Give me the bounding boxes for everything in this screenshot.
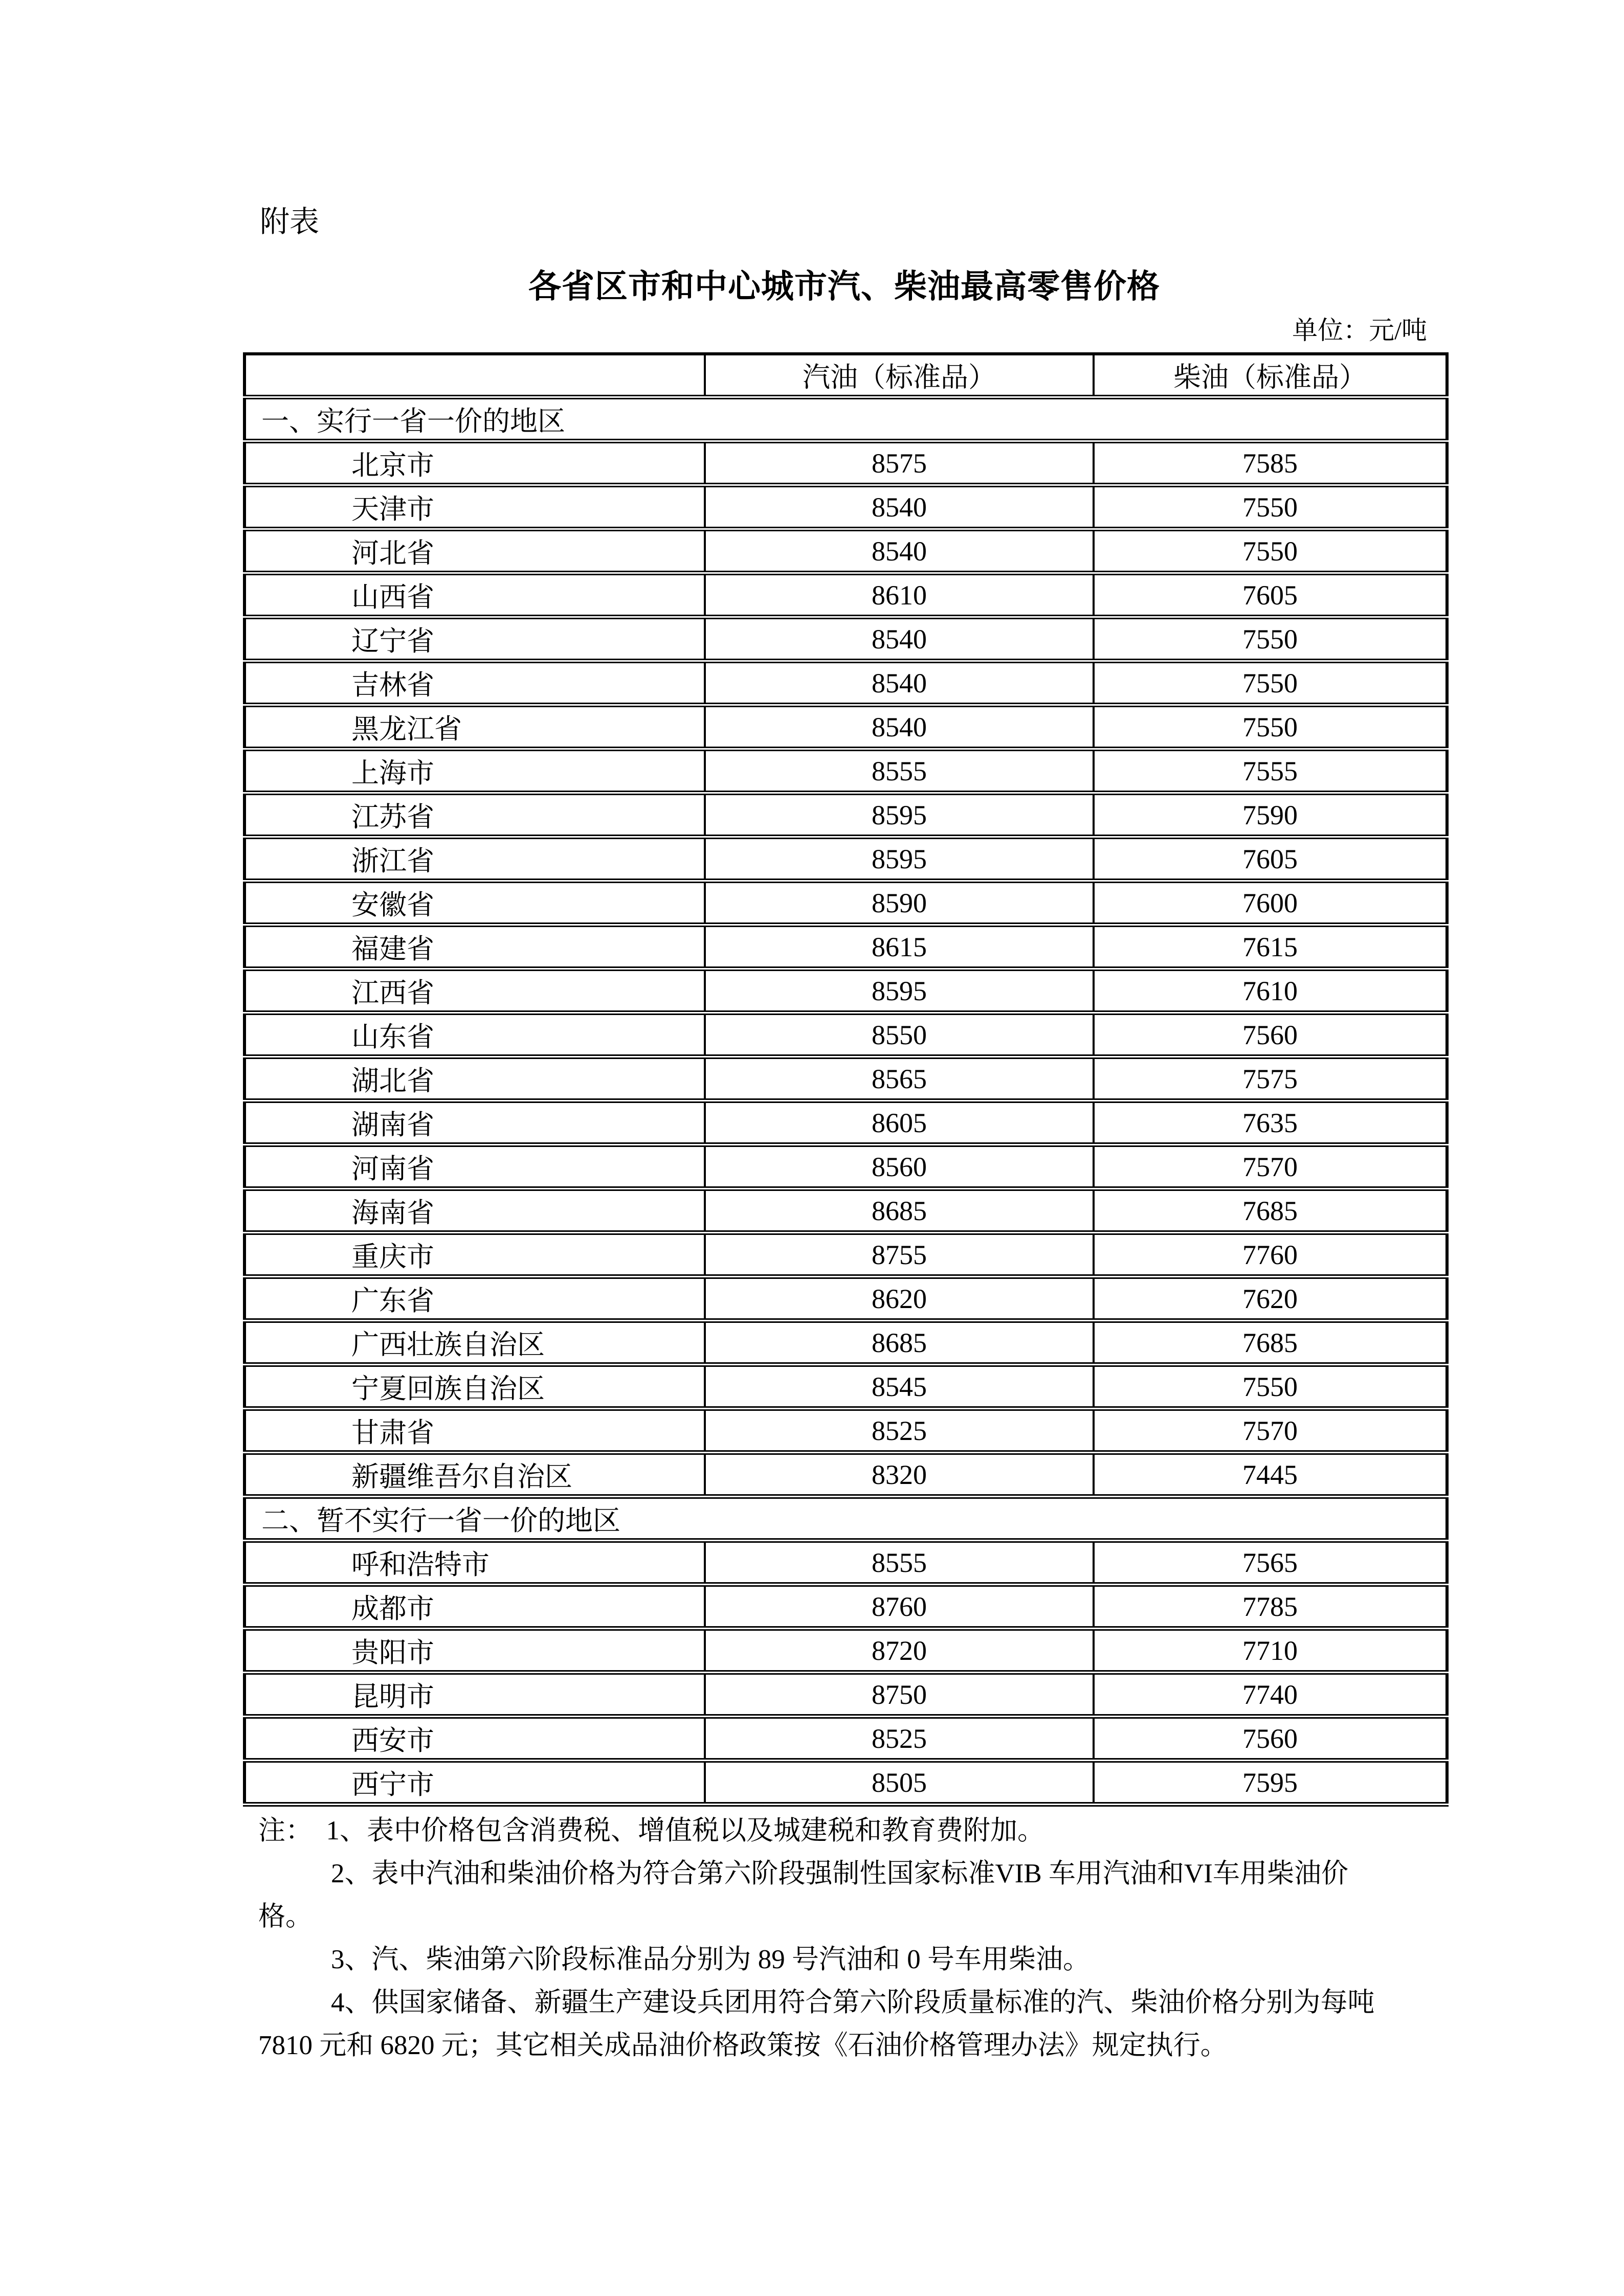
diesel-price-cell: 7615: [1094, 925, 1447, 969]
diesel-price-cell: 7585: [1094, 441, 1447, 485]
table-row: [244, 1189, 1447, 1233]
gasoline-price-cell: 8610: [705, 573, 1094, 617]
gasoline-price-cell: 8540: [705, 661, 1094, 705]
table-row: [244, 1585, 1447, 1629]
diesel-price-cell: 7600: [1094, 881, 1447, 925]
table-body: [244, 397, 1447, 1805]
diesel-price-cell: 7595: [1094, 1761, 1447, 1805]
gasoline-price-cell: 8575: [705, 441, 1094, 485]
gasoline-price-cell: 8750: [705, 1673, 1094, 1717]
diesel-price-cell: 7560: [1094, 1013, 1447, 1057]
table-row: [244, 1629, 1447, 1673]
table-row: [244, 1057, 1447, 1101]
note-line: 2、表中汽油和柴油价格为符合第六阶段强制性国家标准VIB 车用汽油和VI车用柴油价: [331, 1859, 1348, 1888]
diesel-price-cell: 7590: [1094, 793, 1447, 837]
gasoline-price-cell: 8525: [705, 1409, 1094, 1453]
note-line: 注： 1、表中价格包含消费税、增值税以及城建税和教育费附加。: [258, 1816, 1044, 1845]
section-row: [244, 397, 1447, 441]
gasoline-price-cell: 8540: [705, 617, 1094, 661]
table-row: [244, 529, 1447, 573]
doc-title: 各省区市和中心城市汽、柴油最高零售价格: [528, 268, 1160, 305]
region-cell: 福建省: [244, 925, 705, 969]
table-row: [244, 1101, 1447, 1145]
gasoline-price-cell: 8505: [705, 1761, 1094, 1805]
table-row: [244, 1233, 1447, 1277]
region-cell: 重庆市: [244, 1233, 705, 1277]
region-cell: 天津市: [244, 485, 705, 529]
table-row: [244, 1145, 1447, 1189]
region-cell: 江苏省: [244, 793, 705, 837]
diesel-price-cell: 7550: [1094, 1365, 1447, 1409]
gasoline-price-cell: 8720: [705, 1629, 1094, 1673]
diesel-price-cell: 7555: [1094, 749, 1447, 793]
region-cell: 河北省: [244, 529, 705, 573]
gasoline-price-cell: 8540: [705, 705, 1094, 749]
region-cell: 北京市: [244, 441, 705, 485]
region-cell: 山东省: [244, 1013, 705, 1057]
gasoline-price-cell: 8545: [705, 1365, 1094, 1409]
table-row: [244, 925, 1447, 969]
diesel-price-cell: 7710: [1094, 1629, 1447, 1673]
gasoline-price-cell: 8590: [705, 881, 1094, 925]
region-cell: 浙江省: [244, 837, 705, 881]
table-row: [244, 837, 1447, 881]
region-cell: 上海市: [244, 749, 705, 793]
region-cell: 西安市: [244, 1717, 705, 1761]
diesel-price-cell: 7550: [1094, 529, 1447, 573]
table-row: [244, 1409, 1447, 1453]
table-row: [244, 1321, 1447, 1365]
diesel-price-cell: 7560: [1094, 1717, 1447, 1761]
note-line: 7810 元和 6820 元；其它相关成品油价格政策按《石油价格管理办法》规定执行。: [258, 2031, 1228, 2060]
diesel-price-cell: 7550: [1094, 485, 1447, 529]
table-row: [244, 617, 1447, 661]
table-row: [244, 969, 1447, 1013]
region-cell: 安徽省: [244, 881, 705, 925]
region-cell: 宁夏回族自治区: [244, 1365, 705, 1409]
region-cell: 新疆维吾尔自治区: [244, 1453, 705, 1497]
region-cell: 成都市: [244, 1585, 705, 1629]
table-row: [244, 1673, 1447, 1717]
region-cell: 湖北省: [244, 1057, 705, 1101]
gasoline-price-cell: 8595: [705, 837, 1094, 881]
unit-label: 单位：元/吨: [1292, 316, 1427, 345]
column-header-region: [244, 354, 705, 397]
gasoline-price-cell: 8620: [705, 1277, 1094, 1321]
column-header-gasoline: 汽油（标准品）: [705, 354, 1094, 397]
table-row: [244, 661, 1447, 705]
table-row: [244, 1541, 1447, 1585]
gasoline-price-cell: 8560: [705, 1145, 1094, 1189]
region-cell: 贵阳市: [244, 1629, 705, 1673]
gasoline-price-cell: 8540: [705, 529, 1094, 573]
table-row: [244, 485, 1447, 529]
region-cell: 广东省: [244, 1277, 705, 1321]
gasoline-price-cell: 8565: [705, 1057, 1094, 1101]
table-row: [244, 1761, 1447, 1805]
diesel-price-cell: 7605: [1094, 837, 1447, 881]
diesel-price-cell: 7785: [1094, 1585, 1447, 1629]
region-cell: 呼和浩特市: [244, 1541, 705, 1585]
gasoline-price-cell: 8605: [705, 1101, 1094, 1145]
table-row: [244, 1453, 1447, 1497]
region-cell: 昆明市: [244, 1673, 705, 1717]
table-row: [244, 1365, 1447, 1409]
region-cell: 海南省: [244, 1189, 705, 1233]
note-line: 4、供国家储备、新疆生产建设兵团用符合第六阶段质量标准的汽、柴油价格分别为每吨: [331, 1988, 1375, 2017]
table-row: [244, 793, 1447, 837]
diesel-price-cell: 7565: [1094, 1541, 1447, 1585]
region-cell: 河南省: [244, 1145, 705, 1189]
table-row: [244, 573, 1447, 617]
table-row: [244, 881, 1447, 925]
note-line: 3、汽、柴油第六阶段标准品分别为 89 号汽油和 0 号车用柴油。: [331, 1945, 1090, 1974]
region-cell: 西宁市: [244, 1761, 705, 1805]
table-header-row: [244, 354, 1447, 397]
table-row: [244, 1717, 1447, 1761]
gasoline-price-cell: 8595: [705, 969, 1094, 1013]
diesel-price-cell: 7635: [1094, 1101, 1447, 1145]
region-cell: 黑龙江省: [244, 705, 705, 749]
diesel-price-cell: 7740: [1094, 1673, 1447, 1717]
region-cell: 广西壮族自治区: [244, 1321, 705, 1365]
table-row: [244, 441, 1447, 485]
doc-label: 附表: [260, 205, 320, 238]
region-cell: 甘肃省: [244, 1409, 705, 1453]
gasoline-price-cell: 8760: [705, 1585, 1094, 1629]
gasoline-price-cell: 8555: [705, 1541, 1094, 1585]
diesel-price-cell: 7575: [1094, 1057, 1447, 1101]
gasoline-price-cell: 8755: [705, 1233, 1094, 1277]
region-cell: 吉林省: [244, 661, 705, 705]
diesel-price-cell: 7570: [1094, 1145, 1447, 1189]
table-row: [244, 705, 1447, 749]
note-line: 格。: [258, 1902, 313, 1931]
section-title: 二、暂不实行一省一价的地区: [244, 1497, 1447, 1541]
column-header-diesel: 柴油（标准品）: [1094, 354, 1447, 397]
diesel-price-cell: 7610: [1094, 969, 1447, 1013]
region-cell: 湖南省: [244, 1101, 705, 1145]
diesel-price-cell: 7605: [1094, 573, 1447, 617]
region-cell: 山西省: [244, 573, 705, 617]
diesel-price-cell: 7685: [1094, 1321, 1447, 1365]
diesel-price-cell: 7550: [1094, 617, 1447, 661]
gasoline-price-cell: 8615: [705, 925, 1094, 969]
gasoline-price-cell: 8555: [705, 749, 1094, 793]
gasoline-price-cell: 8320: [705, 1453, 1094, 1497]
table-row: [244, 1013, 1447, 1057]
diesel-price-cell: 7620: [1094, 1277, 1447, 1321]
section-title: 一、实行一省一价的地区: [244, 397, 1447, 441]
table-row: [244, 1277, 1447, 1321]
notes: [258, 1809, 1506, 2067]
region-cell: 辽宁省: [244, 617, 705, 661]
gasoline-price-cell: 8685: [705, 1321, 1094, 1365]
table-head: [244, 354, 1447, 397]
table-row: [244, 749, 1447, 793]
diesel-price-cell: 7550: [1094, 661, 1447, 705]
gasoline-price-cell: 8685: [705, 1189, 1094, 1233]
price-table: [243, 352, 1449, 1807]
gasoline-price-cell: 8525: [705, 1717, 1094, 1761]
diesel-price-cell: 7445: [1094, 1453, 1447, 1497]
region-cell: 江西省: [244, 969, 705, 1013]
gasoline-price-cell: 8540: [705, 485, 1094, 529]
diesel-price-cell: 7570: [1094, 1409, 1447, 1453]
diesel-price-cell: 7550: [1094, 705, 1447, 749]
diesel-price-cell: 7685: [1094, 1189, 1447, 1233]
gasoline-price-cell: 8595: [705, 793, 1094, 837]
diesel-price-cell: 7760: [1094, 1233, 1447, 1277]
section-row: [244, 1497, 1447, 1541]
gasoline-price-cell: 8550: [705, 1013, 1094, 1057]
